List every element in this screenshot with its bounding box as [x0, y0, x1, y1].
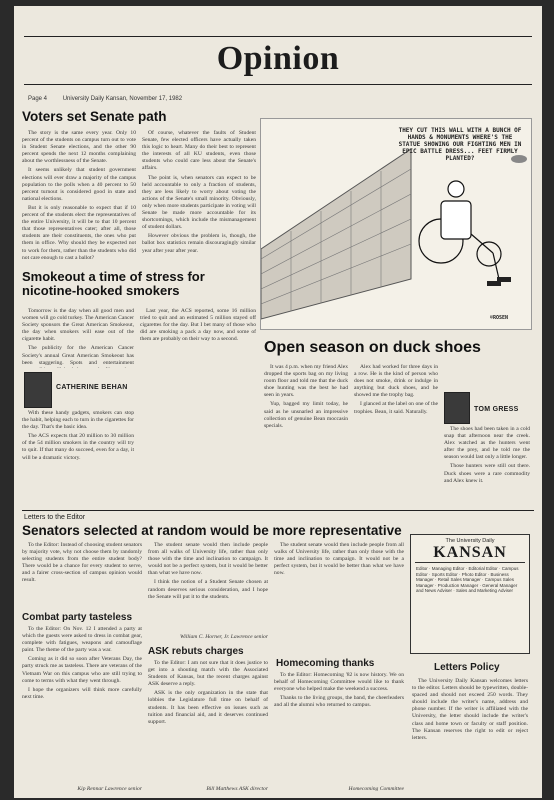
letter-paragraph: The student senate would then include people from all walks of University life, rather than only those with the time and inclination to campaign. It would not be a perfect system, but it would be better than what we have now. — [148, 542, 268, 577]
editorial-paragraph: The point is, when senators can expect to be held accountable to only a fraction of students, they are less likely to worry about voting the actions of the Senate's small minority. Obviously, only when more students participate in voting will Senate be made more accountable for its shortcomings, which include the mismanagement of student dollars. — [142, 174, 256, 231]
letter-paragraph: Thanks to the living groups, the band, the cheerleaders and all the alumni who returned to campus. — [274, 695, 404, 709]
smokeout-paragraph: The publicity for the American Cancer Society's annual Great American Smokeout has been staggering. Spots and entertainment — [22, 345, 134, 366]
smokeout-col-2 — [140, 308, 256, 504]
folio-line — [28, 96, 528, 102]
smokeout-paragraph: With these handy gadgets, smokers can stop the habit, helping each to turn in the cigarettes for the day. That's the basic idea. — [22, 410, 134, 431]
masthead — [24, 10, 532, 84]
letter-paragraph: To the Editor: Instead of choosing student senators by majority vote, why not choose them by randomly selecting students from the entire student body? There would be a chance for every student to serve, and a fairer cross-section of campus opinion would result. — [22, 542, 142, 584]
paper-dateline: University Daily Kansan, November 17, 1982 — [62, 96, 183, 102]
editorial-col-1 — [22, 130, 136, 262]
duck-col-1 — [264, 364, 348, 504]
editorial-paragraph: Of course, whatever the faults of Student Senate, few elected officers have actually taken this logic to heart. Many do their best to represent the interests of all KU students, even those students who could care less about the Senate's affairs. — [142, 130, 256, 172]
letter-paragraph: To the Editor: On Nov. 12 I attended a party at which the guests were asked to dress in combat gear, complete with fatigues, weapons and camouflage paint. The theme of the party was a war. — [22, 626, 142, 654]
editorial-paragraph: However obvious the problem is, though, the ballot box statistics remain discouragingly similar year after year after year. — [142, 233, 256, 254]
letters-col-2 — [148, 542, 268, 632]
duck-paragraph: Yup, bagged my limit today, he said as he unsnarled an impressive collection of genuine Bean moccasin specials. — [264, 401, 348, 429]
smokeout-paragraph: The ACS expects that 20 million to 30 million of the 54 million smokers in the country will try to quit. If that many do succeed, even for a day, it will be a dramatic victory. — [22, 433, 134, 461]
newspaper-page — [14, 6, 542, 798]
letter-signature: Kip Rennar Lawrence senior — [77, 786, 142, 792]
kansan-nameplate: KANSAN — [415, 544, 525, 563]
duck-paragraph: Alex had worked for three days in a row. He is the kind of person who does not smoke, drink or indulge in anything but duck shoes, and he showed me the trophy bag. — [354, 364, 438, 399]
author-photo — [24, 372, 52, 408]
editorial-paragraph: The story is the same every year. Only 10 percent of the students on campus turn out to vote in Student Senate elections, and the other 90 percent spends the next 12 months complaining about the worthlessness of the Senate. — [22, 130, 136, 165]
ask-headline: ASK rebuts charges — [148, 646, 244, 657]
letter-signature: Homecoming Committee — [348, 786, 404, 792]
duck-byline: TOM GRESS — [474, 406, 519, 413]
letter-paragraph: I hope the organizers will think more carefully next time. — [22, 686, 142, 700]
duck-shoes-headline: Open season on duck shoes — [264, 339, 481, 356]
smokeout-col-1b — [22, 410, 134, 504]
duck-col-2 — [354, 364, 438, 504]
cartoon-signature: ©ROSEN — [489, 315, 509, 321]
letter-signature: William C. Horner, Jr. Lawrence senior — [179, 634, 268, 640]
ask-letter — [148, 660, 268, 784]
duck-col-3 — [444, 426, 530, 504]
smokeout-byline: CATHERINE BEHAN — [56, 384, 128, 391]
page-number: Page 4 — [28, 96, 48, 102]
kansan-staff-box — [410, 534, 530, 654]
combat-headline: Combat party tasteless — [22, 612, 133, 623]
duck-paragraph: I glanced at the label on one of the trophies. Bean, it said. Naturally. — [354, 401, 438, 415]
duck-paragraph: Those hunters were still out there. Duck shoes were a rare commodity and Alex knew it. — [444, 463, 530, 484]
letters-headline: Senators selected at random would be more representative — [22, 523, 402, 538]
letter-paragraph: To the Editor: I am not sure that it does justice to get into a shouting match with the Associated Students of Kansas, but the recent charges against ASK deserve a reply. — [148, 660, 268, 688]
combat-letter — [22, 626, 142, 786]
letter-paragraph: Coming as it did so soon after Veterans Day, the party struck me as tasteless. There are veterans of the Vietnam War on this campus who are still trying to come to terms with what they went through. — [22, 656, 142, 684]
policy-paragraph: The University Daily Kansan welcomes letters to the editor. Letters should be typewritten, double-spaced and should not exceed 250 words. They should include the writer's name, address and phone number. If the writer is affiliated with the University, the letter should include the writer's class and home town or faculty or staff position. The Kansan reserves the right to edit or reject letters. — [412, 678, 528, 741]
policy-text — [412, 678, 528, 788]
duck-paragraph: The shoes had been taken in a cold snap that afternoon near the creek. Alex watched as the hunters went after the prey, and he told me the season would last only a little longer. — [444, 426, 530, 461]
homecoming-headline: Homecoming thanks — [276, 658, 375, 669]
letter-paragraph: I think the notion of a Student Senate chosen at random deserves serious consideration, and I hope the Senate will put it to the students. — [148, 579, 268, 600]
letters-banner: Letters to the Editor — [24, 514, 86, 521]
policy-headline: Letters Policy — [434, 662, 500, 673]
editorial-paragraph: But it is only reasonable to expect that if 10 percent of the students elect the representatives of the entire University, it will be to that 10 percent that those representatives cater; after all, those students are their constituents, the ones who put them in office. Why should they be expected not to work for them, rather than the students who did not care enough to cast a ballot? — [22, 204, 136, 261]
kansan-kicker: The University Daily — [445, 538, 495, 544]
section-title: Opinion — [216, 40, 340, 77]
duck-paragraph: It was 4 p.m. when my friend Alex dropped the sports bag on my living room floor and told me that the duck shoe hunting was the best he had seen in years. — [264, 364, 348, 399]
editorial-headline: Voters set Senate path — [22, 109, 167, 124]
smokeout-paragraph: Last year, the ACS reported, some 16 million tried to quit and an estimated 5 million stayed off cigarettes for the day. But I bet many of those who did are smoking a pack a day now, and some of them are probably on their way to a second. — [140, 308, 256, 343]
staff-listing: Editor · Managing Editor · Editorial Editor · Campus Editor · Sports Editor · Photo Editor · Business Manager · Retail Sales Manager · Campus Sales Manager · Production Manager · General Manager and News Adviser · Sales and Marketing Adviser — [416, 566, 519, 594]
letters-col-1 — [22, 542, 142, 606]
author-photo — [444, 392, 470, 424]
masthead-rule-top — [24, 36, 532, 37]
letter-signature: Bill Matthews ASK director — [206, 786, 268, 792]
letter-paragraph: ASK is the only organization in the state that lobbies the Legislature full time on behalf of students. It has been effective on issues such as tuition and financial aid, and it deserves continued support. — [148, 690, 268, 725]
cartoon-caption: THEY CUT THIS WALL WITH A BUNCH OF HANDS & MONUMENTS WHERE'S THE STATUE SHOWING OUR FIGHTING MEN IN EPIC BATTLE DRESS... FEET FIRMLY PLANTED? — [398, 127, 522, 162]
smokeout-headline: Smokeout a time of stress for nicotine-hooked smokers — [22, 269, 205, 298]
letter-paragraph: To the Editor: Homecoming '82 is now history. We on behalf of Homecoming Committee would like to thank everyone who helped make the weekend a success. — [274, 672, 404, 693]
smokeout-col-1a — [22, 308, 134, 368]
smokeout-paragraph: Tomorrow is the day when all good men and women will go cold turkey. The American Cancer Society sponsors the Great American Smokeout, the day when smokers will ease out of the cigarette habit. — [22, 308, 134, 343]
homecoming-letter — [274, 672, 404, 784]
letters-col-3 — [274, 542, 404, 654]
editorial-paragraph: It seems unlikely that student government elections will ever draw a majority of the campus population to the polls when a 40 percent to 50 percent turnout is considered good in state and national elections. — [22, 167, 136, 202]
letters-divider — [22, 510, 534, 511]
editorial-col-2 — [142, 130, 256, 262]
masthead-rule-bottom — [24, 84, 532, 85]
letter-paragraph: The student senate would then include people from all walks of University life, rather than only those with the time and inclination to campaign. It would not be a perfect system, but it would be better than what we have now. — [274, 542, 404, 577]
editorial-cartoon — [260, 118, 532, 330]
